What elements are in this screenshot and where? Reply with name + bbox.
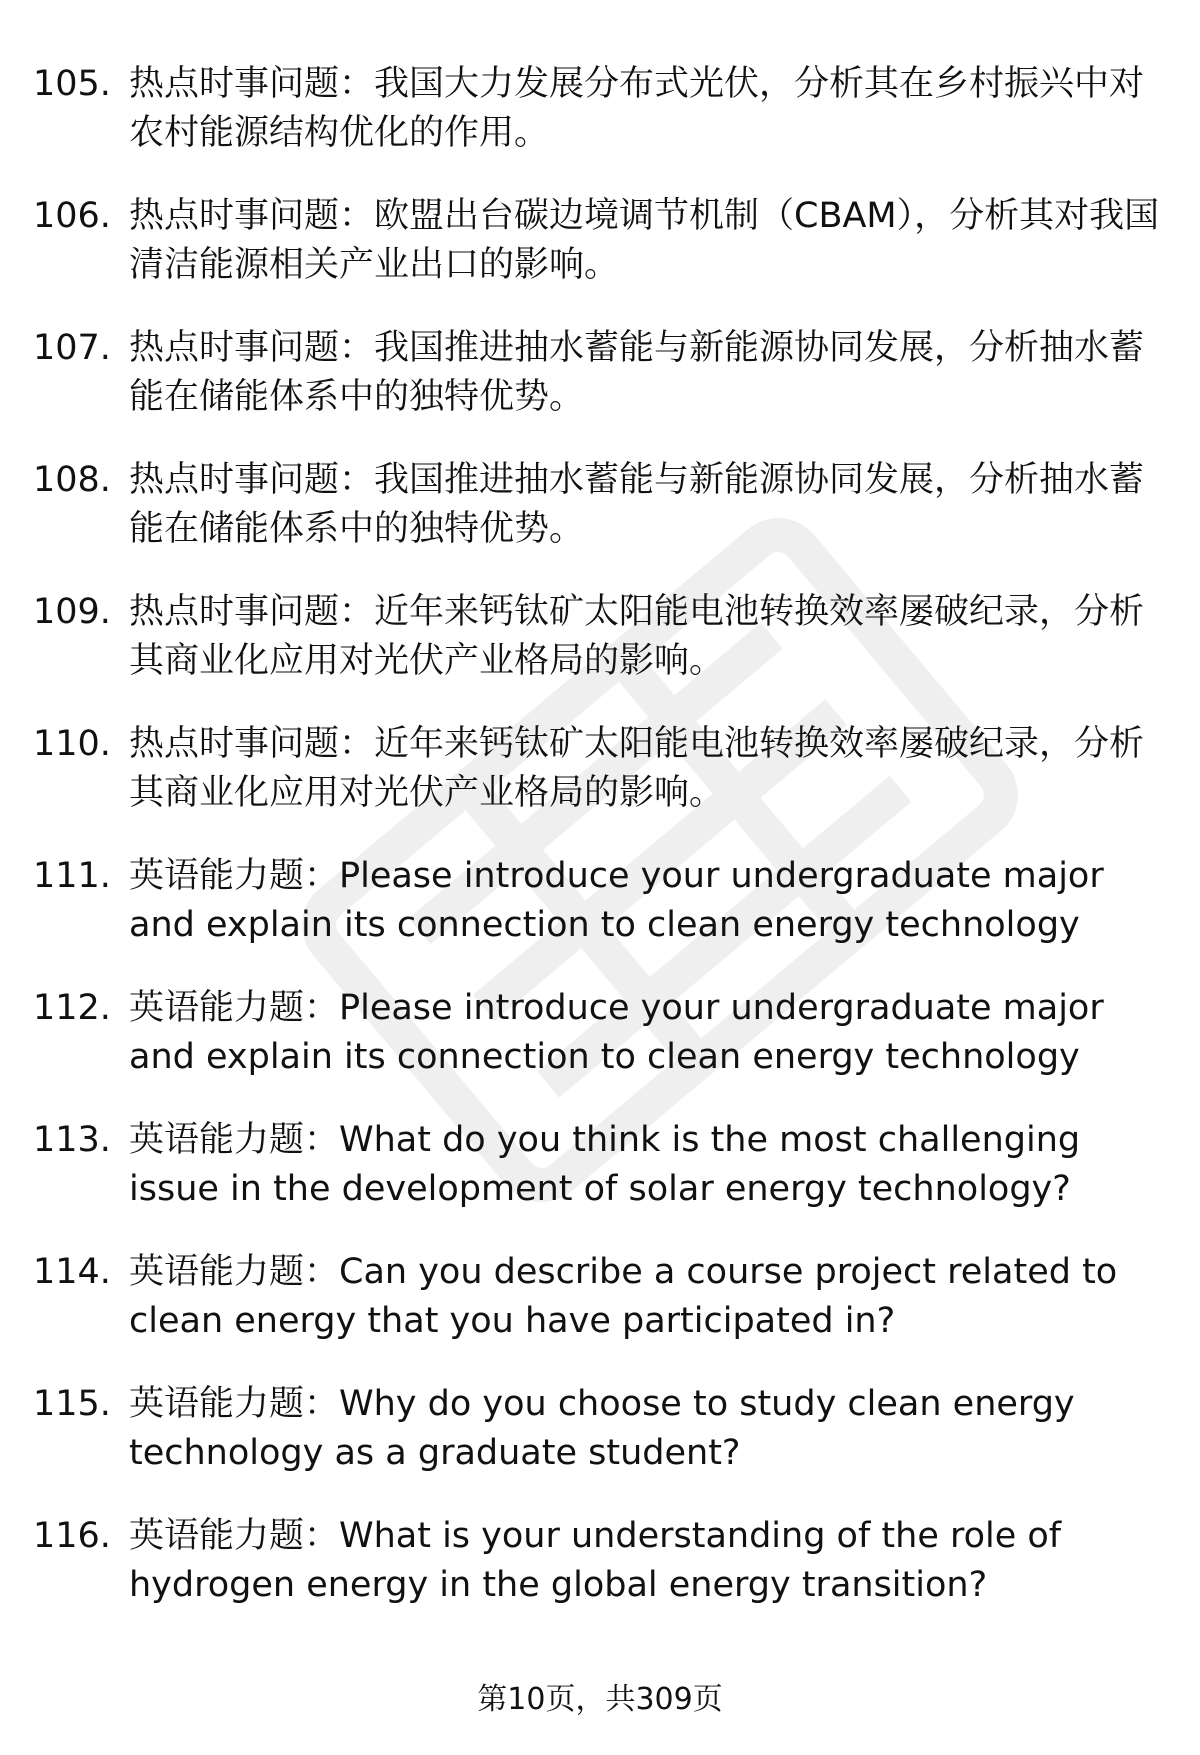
- question-number: 108.: [33, 460, 111, 500]
- question-item: [33, 1512, 1173, 1644]
- question-number: 112.: [33, 988, 111, 1028]
- question-item: [33, 60, 1173, 192]
- question-text: 英语能力题：Can you describe a course project related to clean energy that you have participated in?: [129, 1252, 1118, 1341]
- question-item: [33, 1248, 1173, 1380]
- question-text: 英语能力题：Please introduce your undergraduate major and explain its connection to clean energy technology: [129, 856, 1104, 945]
- question-item: [33, 984, 1173, 1116]
- question-text: 热点时事问题：我国大力发展分布式光伏，分析其在乡村振兴中对农村能源结构优化的作用。: [129, 64, 1145, 153]
- question-text: 热点时事问题：我国推进抽水蓄能与新能源协同发展，分析抽水蓄能在储能体系中的独特优势。: [129, 328, 1145, 417]
- question-item: [33, 1380, 1173, 1512]
- question-number: 105.: [33, 64, 111, 104]
- question-number: 113.: [33, 1120, 111, 1160]
- question-number: 110.: [33, 724, 111, 764]
- question-list: [33, 60, 1173, 1644]
- question-item: [33, 852, 1173, 984]
- question-text: 英语能力题：What is your understanding of the role of hydrogen energy in the global energy transition?: [129, 1516, 1062, 1605]
- question-item: [33, 720, 1173, 852]
- question-text: 英语能力题：Please introduce your undergraduate major and explain its connection to clean energy technology: [129, 988, 1104, 1077]
- question-number: 106.: [33, 196, 111, 236]
- question-item: [33, 192, 1173, 324]
- question-item: [33, 456, 1173, 588]
- question-number: 109.: [33, 592, 111, 632]
- question-item: [33, 1116, 1173, 1248]
- question-text: 热点时事问题：我国推进抽水蓄能与新能源协同发展，分析抽水蓄能在储能体系中的独特优势。: [129, 460, 1145, 549]
- page-indicator: 第10页，共309页: [477, 1682, 723, 1717]
- question-number: 116.: [33, 1516, 111, 1556]
- question-text: 热点时事问题：欧盟出台碳边境调节机制（CBAM），分析其对我国清洁能源相关产业出口的影响。: [129, 196, 1160, 285]
- question-text: 热点时事问题：近年来钙钛矿太阳能电池转换效率屡破纪录，分析其商业化应用对光伏产业格局的影响。: [129, 592, 1145, 681]
- question-number: 111.: [33, 856, 111, 896]
- question-item: [33, 588, 1173, 720]
- question-text: 英语能力题：Why do you choose to study clean energy technology as a graduate student?: [129, 1384, 1075, 1473]
- question-text: 热点时事问题：近年来钙钛矿太阳能电池转换效率屡破纪录，分析其商业化应用对光伏产业格局的影响。: [129, 724, 1145, 813]
- question-number: 115.: [33, 1384, 111, 1424]
- question-item: [33, 324, 1173, 456]
- question-number: 107.: [33, 328, 111, 368]
- question-number: 114.: [33, 1252, 111, 1292]
- question-text: 英语能力题：What do you think is the most challenging issue in the development of solar energy technology?: [129, 1120, 1081, 1209]
